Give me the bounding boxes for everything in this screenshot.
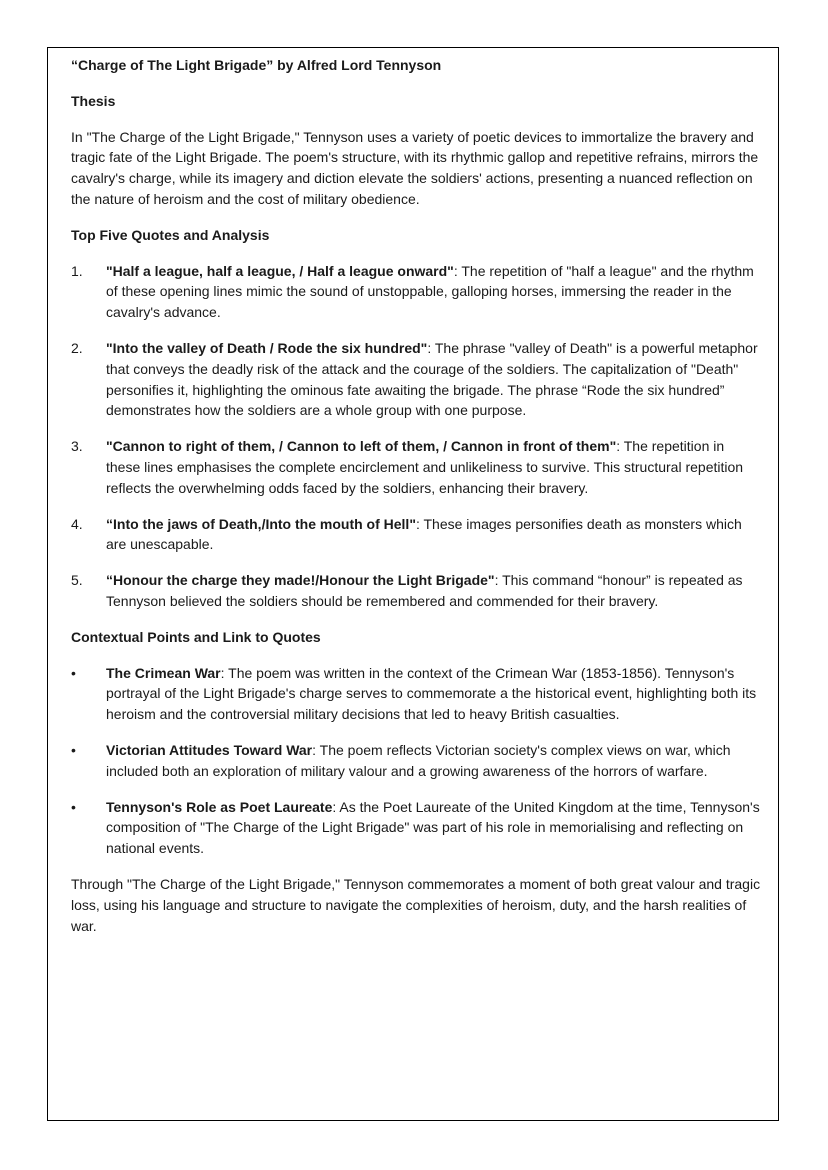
bullet-icon: • <box>71 664 76 681</box>
list-number: 2. <box>71 339 83 356</box>
quotes-list <box>71 261 761 612</box>
quote-item <box>71 261 761 323</box>
context-text: : The poem reflects Victorian society's complex views on war, which included both an exploration of military valour and a growing awareness of the horrors of warfare. <box>106 741 731 779</box>
list-number: 4. <box>71 515 83 532</box>
context-item <box>71 663 761 725</box>
bullet-icon: • <box>71 798 76 815</box>
quote-item <box>71 436 761 498</box>
conclusion-paragraph: Through "The Charge of the Light Brigade," Tennyson commemorates a moment of both great valour and tragic loss, using his language and structure to navigate the complexities of heroism, duty, and the harsh realities of war. <box>71 875 761 934</box>
list-number: 1. <box>71 262 83 279</box>
list-number: 5. <box>71 572 83 589</box>
context-term: Tennyson's Role as Poet Laureate <box>106 798 333 815</box>
context-text: : As the Poet Laureate of the United Kingdom at the time, Tennyson's composition of "The Charge of the Light Brigade" was part of his role in memorialising and reflecting on national events. <box>106 798 760 857</box>
quote-item <box>71 338 761 421</box>
thesis-heading: Thesis <box>71 92 116 109</box>
quote-text: "Half a league, half a league, / Half a league onward" <box>106 262 454 279</box>
quote-text: “Into the jaws of Death,/Into the mouth of Hell" <box>106 515 416 532</box>
thesis-paragraph: In "The Charge of the Light Brigade," Tennyson uses a variety of poetic devices to immortalize the bravery and tragic fate of the Light Brigade. The poem's structure, with its rhythmic gallop and repetitive refrains, mirrors the cavalry's charge, while its imagery and diction elevate the soldiers' actions, presenting a nuanced reflection on the nature of heroism and the cost of military obedience. <box>71 128 759 207</box>
quote-analysis: : The repetition in these lines emphasises the complete encirclement and unlikeliness to survive. This structural repetition reflects the overwhelming odds faced by the soldiers, enhancing their bravery. <box>106 438 744 496</box>
document-title: “Charge of The Light Brigade” by Alfred Lord Tennyson <box>71 57 442 73</box>
list-number: 3. <box>71 438 83 455</box>
context-item <box>71 797 761 859</box>
quote-analysis: : The repetition of "half a league" and the rhythm of these opening lines mimic the sound of unstoppable, galloping horses, immersing the reader in the cavalry's advance. <box>106 262 754 321</box>
context-list <box>71 663 761 859</box>
quotes-heading: Top Five Quotes and Analysis <box>71 226 270 243</box>
quote-text: "Cannon to right of them, / Cannon to left of them, / Cannon in front of them" <box>106 438 617 455</box>
context-item <box>71 740 761 782</box>
quote-item <box>71 514 761 556</box>
quote-analysis: : This command “honour” is repeated as Tennyson believed the soldiers should be remembered and commended for their bravery. <box>106 572 743 609</box>
quote-analysis: : The phrase "valley of Death" is a powerful metaphor that conveys the deadly risk of the attack and the courage of the soldiers. The capitalization of "Death" personifies it, highlighting the ominous fate awaiting the brigade. The phrase “Rode the six hundred” demonstrates how the soldiers are a whole group with one purpose. <box>106 339 758 419</box>
context-term: The Crimean War <box>106 664 221 681</box>
quote-text: “Honour the charge they made!/Honour the Light Brigade" <box>106 572 495 589</box>
document-body <box>71 55 761 936</box>
context-term: Victorian Attitudes Toward War <box>106 741 313 758</box>
bullet-icon: • <box>71 741 76 758</box>
quote-text: "Into the valley of Death / Rode the six hundred" <box>106 339 428 356</box>
context-text: : The poem was written in the context of the Crimean War (1853-1856). Tennyson's portrayal of the Light Brigade's charge serves to commemorate a the historical event, highlighting both its heroism and the controversial military decisions that led to heavy British casualties. <box>106 664 757 723</box>
quote-item <box>71 570 761 612</box>
quote-analysis: : These images personifies death as monsters which are unescapable. <box>106 515 742 553</box>
context-heading: Contextual Points and Link to Quotes <box>71 628 321 645</box>
